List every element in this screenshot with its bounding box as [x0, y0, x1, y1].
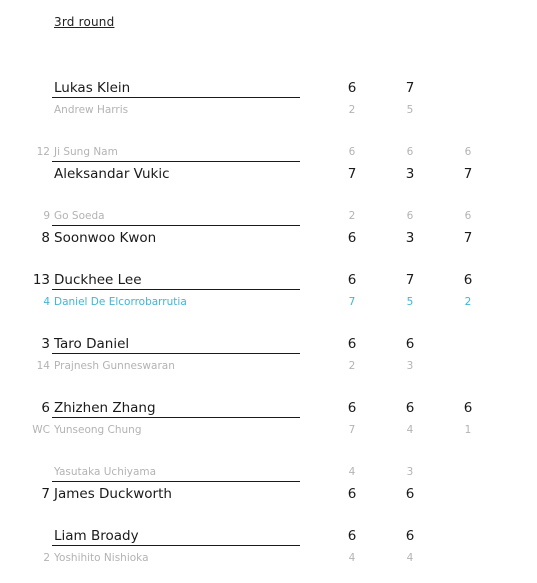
bracket-line	[52, 289, 300, 290]
player-name[interactable]: Soonwoo Kwon	[54, 230, 157, 246]
set-score: 4	[348, 552, 356, 564]
player-seed: 2	[43, 552, 50, 564]
player-name[interactable]: Lukas Klein	[54, 80, 131, 96]
bracket-line	[52, 481, 300, 482]
player-name[interactable]: Prajnesh Gunneswaran	[54, 360, 175, 372]
set-score: 6	[463, 272, 473, 288]
set-score: 6	[405, 528, 415, 544]
set-score: 6	[347, 230, 357, 246]
set-score: 4	[348, 466, 356, 478]
set-score: 4	[406, 424, 414, 436]
set-score: 6	[405, 400, 415, 416]
player-name[interactable]: Aleksandar Vukic	[54, 166, 170, 182]
player-seed: 14	[36, 360, 50, 372]
set-score: 7	[348, 296, 356, 308]
set-score: 6	[406, 210, 414, 222]
bracket-line	[52, 161, 300, 162]
player-row	[0, 422, 537, 442]
player-row	[0, 230, 537, 250]
set-score: 2	[348, 210, 356, 222]
player-name[interactable]: Yasutaka Uchiyama	[54, 466, 157, 478]
player-row	[0, 550, 537, 570]
player-name[interactable]: Duckhee Lee	[54, 272, 142, 288]
bracket-line	[52, 417, 300, 418]
bracket-line	[52, 353, 300, 354]
set-score: 6	[405, 336, 415, 352]
player-name[interactable]: Go Soeda	[54, 210, 105, 222]
player-seed: 4	[43, 296, 50, 308]
set-score: 3	[405, 166, 415, 182]
set-score: 5	[406, 104, 414, 116]
set-score: 6	[347, 80, 357, 96]
set-score: 2	[348, 104, 356, 116]
player-row	[0, 166, 537, 186]
set-score: 7	[348, 424, 356, 436]
player-name[interactable]: Andrew Harris	[54, 104, 129, 116]
player-row	[0, 294, 537, 314]
set-score: 3	[405, 230, 415, 246]
set-score: 6	[347, 400, 357, 416]
set-score: 1	[464, 424, 472, 436]
set-score: 6	[348, 146, 356, 158]
player-seed: 12	[36, 146, 50, 158]
player-row	[0, 102, 537, 122]
player-seed: 13	[32, 272, 50, 288]
bracket-line	[52, 225, 300, 226]
set-score: 6	[347, 486, 357, 502]
player-name[interactable]: Zhizhen Zhang	[54, 400, 156, 416]
bracket-line	[52, 545, 300, 546]
player-row	[0, 486, 537, 506]
set-score: 2	[464, 296, 472, 308]
player-name[interactable]: Yoshihito Nishioka	[54, 552, 149, 564]
set-score: 6	[464, 146, 472, 158]
player-seed: 8	[41, 230, 50, 246]
set-score: 3	[406, 466, 414, 478]
set-score: 7	[463, 230, 473, 246]
set-score: 6	[463, 400, 473, 416]
set-score: 3	[406, 360, 414, 372]
bracket-line	[52, 97, 300, 98]
set-score: 7	[405, 272, 415, 288]
round-link[interactable]: 3rd round	[54, 15, 115, 29]
set-score: 4	[406, 552, 414, 564]
player-name[interactable]: Taro Daniel	[54, 336, 130, 352]
set-score: 7	[347, 166, 357, 182]
player-row	[0, 358, 537, 378]
player-name[interactable]: James Duckworth	[54, 486, 172, 502]
set-score: 7	[405, 80, 415, 96]
player-seed: 6	[41, 400, 50, 416]
player-name[interactable]: Daniel De Elcorrobarrutia	[54, 296, 187, 308]
set-score: 6	[405, 486, 415, 502]
player-seed: 9	[43, 210, 50, 222]
set-score: 5	[406, 296, 414, 308]
player-name[interactable]: Liam Broady	[54, 528, 139, 544]
set-score: 7	[463, 166, 473, 182]
set-score: 6	[347, 528, 357, 544]
set-score: 6	[347, 272, 357, 288]
player-seed: WC	[32, 424, 50, 436]
player-name[interactable]: Yunseong Chung	[54, 424, 142, 436]
player-seed: 3	[41, 336, 50, 352]
set-score: 6	[464, 210, 472, 222]
set-score: 6	[406, 146, 414, 158]
set-score: 6	[347, 336, 357, 352]
player-name[interactable]: Ji Sung Nam	[54, 146, 118, 158]
set-score: 2	[348, 360, 356, 372]
player-seed: 7	[41, 486, 50, 502]
